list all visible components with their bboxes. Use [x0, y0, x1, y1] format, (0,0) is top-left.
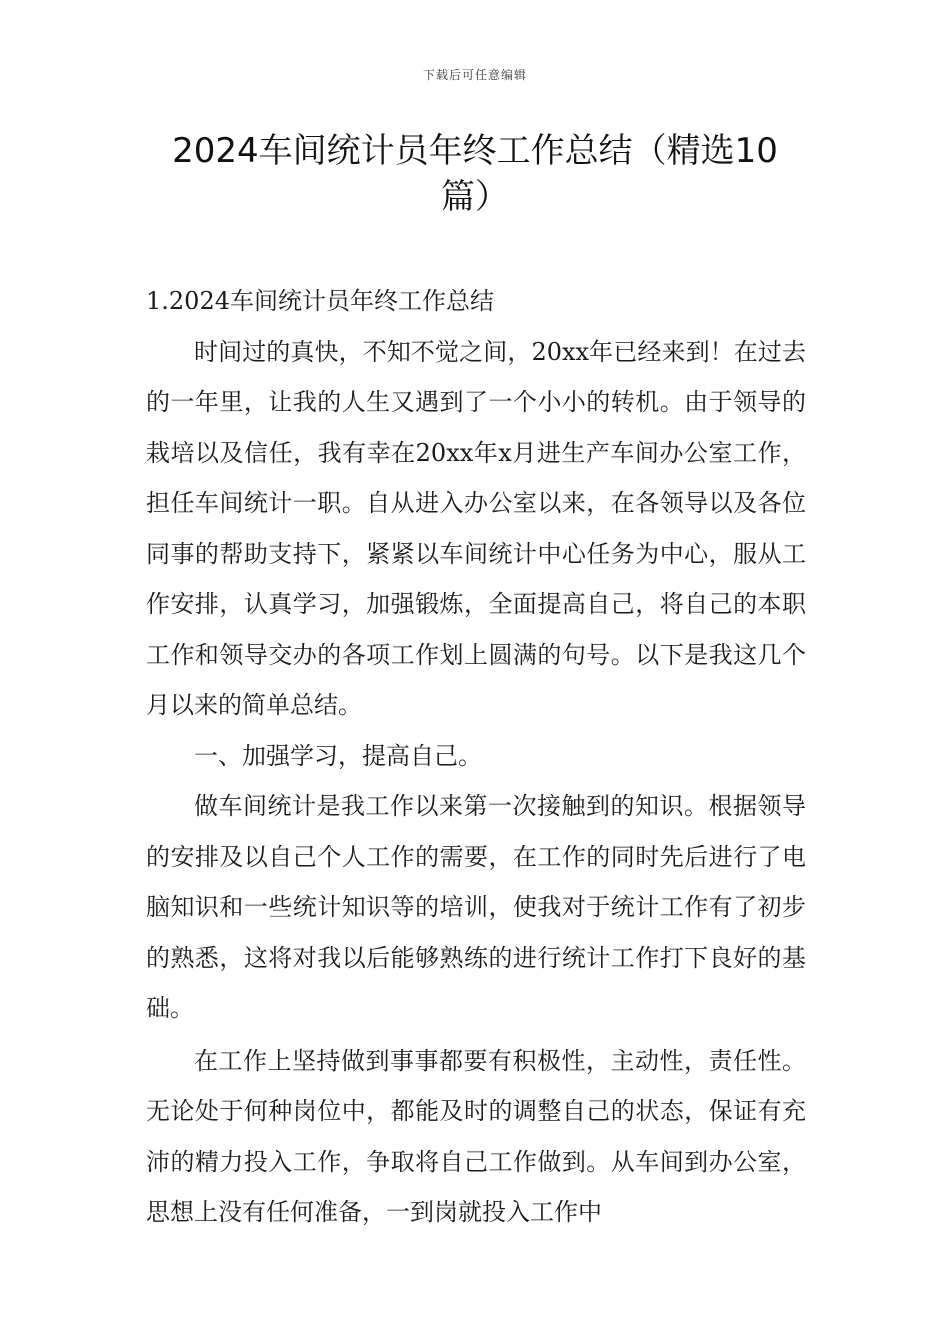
- header-note: 下载后可任意编辑: [422, 68, 527, 82]
- document-body: [146, 276, 806, 1238]
- subheading-study: 一、加强学习，提高自己。: [194, 741, 482, 770]
- paragraph-work-attitude: 在工作上坚持做到事事都要有积极性，主动性，责任性。无论处于何种岗位中，都能及时的调整自己的状态，保证有充沛的精力投入工作，争取将自己工作做到。从车间到办公室，思想上没有任何准备，一到岗就投入工作中: [146, 1046, 806, 1226]
- section-heading: 1.2024车间统计员年终工作总结: [146, 287, 494, 315]
- paragraph-intro: 时间过的真快，不知不觉之间，20xx年已经来到！在过去的一年里，让我的人生又遇到了一个小小的转机。由于领导的栽培以及信任，我有幸在20xx年x月进生产车间办公室工作，担任车间统计一职。自从进入办公室以来，在各领导以及各位同事的帮助支持下，紧紧以车间统计中心任务为中心，服从工作安排，认真学习，加强锻炼，全面提高自己，将自己的本职工作和领导交办的各项工作划上圆满的句号。以下是我这几个月以来的简单总结。: [146, 337, 806, 719]
- document-title: 2024车间统计员年终工作总结（精选10篇）: [172, 131, 778, 217]
- paragraph-study: 做车间统计是我工作以来第一次接触到的知识。根据领导的安排及以自己个人工作的需要，在工作的同时先后进行了电脑知识和一些统计知识等的培训，使我对于统计工作有了初步的熟悉，这将对我以后能够熟练的进行统计工作打下良好的基础。: [146, 792, 806, 1022]
